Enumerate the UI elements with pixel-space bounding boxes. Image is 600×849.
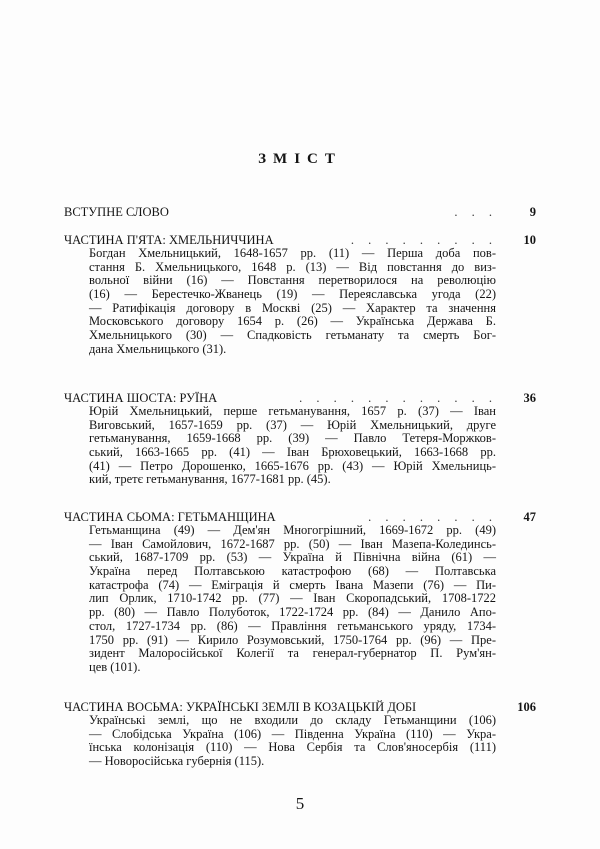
toc-entry — [64, 700, 536, 769]
section-contents — [89, 247, 496, 357]
contents-line: рр. (80) — Павло Полуботок, 1722-1724 рр. (84) — Данило Апо- — [89, 605, 496, 620]
section-contents — [89, 405, 496, 487]
contents-line: Московського договору 1654 р. (26) — Українська Держава Б. — [89, 314, 496, 329]
toc-entry — [64, 510, 536, 675]
contents-line: катастрофа (74) — Еміграція й смерть Івана Мазепи (76) — Пи- — [89, 577, 496, 592]
section-contents — [89, 714, 496, 769]
contents-line: ський, 1663-1665 рр. (41) — Іван Брюховецький, 1663-1668 рр. — [89, 445, 496, 460]
section-title: ЧАСТИНА ШОСТА: РУЇНА — [64, 391, 218, 405]
contents-line: — Ратифікація договору в Москві (25) — Характер та значення — [89, 300, 496, 315]
contents-line: Українські землі, що не входили до складу Гетьманщини (106) — [89, 713, 496, 727]
leader-dots: . . . . . . . . . — [350, 233, 492, 247]
toc-entry — [64, 205, 536, 219]
contents-line: їнська колонізація (110) — Нова Сербія та Слов'яносербія (111) — [89, 740, 496, 755]
contents-line: цев (101). — [89, 659, 141, 674]
contents-line: дана Хмельницького (31). — [89, 341, 227, 356]
section-title: ВСТУПНЕ СЛОВО — [64, 205, 169, 219]
contents-line: Гетьманщина (49) — Дем'ян Многогрішний, 1669-1672 рр. (49) — [89, 523, 496, 537]
contents-line: — Новоросійська губернія (115). — [89, 754, 265, 769]
leader-dots: . . . . . . . . . . . . — [299, 391, 492, 405]
contents-line: 1750 рр. (91) — Кирило Розумовський, 1750-1764 рр. (96) — Пре- — [89, 632, 496, 647]
section-page-number: 47 — [523, 510, 536, 524]
section-page-number: 10 — [523, 233, 536, 247]
contents-line: лип Орлик, 1710-1742 рр. (77) — Іван Скоропадський, 1708-1722 — [89, 591, 496, 606]
contents-line: Юрій Хмельницький, перше гетьманування, 1657 р. (37) — Іван — [89, 404, 496, 418]
leader-dots: . . . . . . . . — [368, 510, 492, 524]
contents-line: Виговський, 1657-1659 рр. (37) — Юрій Хмельницький, друге — [89, 417, 496, 432]
section-page-number: 106 — [517, 700, 536, 714]
toc-entry-heading-row — [64, 205, 536, 219]
contents-line: (16) — Берестечко-Жванець (19) — Переяславська угода (22) — [89, 287, 496, 302]
toc-entry — [64, 233, 536, 357]
contents-line: гетьманування, 1659-1668 рр. (39) — Павло Тетеря-Моржков- — [89, 431, 496, 446]
contents-line: стол, 1727-1734 рр. (86) — Правління гетьманського уряду, 1734- — [89, 618, 496, 633]
section-title: ЧАСТИНА СЬОМА: ГЕТЬМАНЩИНА — [64, 510, 276, 524]
section-page-number: 9 — [529, 205, 536, 219]
leader-dots: . . . — [454, 205, 492, 219]
contents-line: Україна перед Полтавською катастрофою (68) — Полтавська — [89, 564, 496, 579]
contents-line: ський, 1687-1709 рр. (53) — Україна й Північна війна (61) — — [89, 550, 496, 565]
contents-line: зидент Малоросійської Колегії та генерал-губернатор П. Рум'ян- — [89, 646, 496, 661]
toc-entry-heading-row — [64, 391, 536, 405]
contents-line: (41) — Петро Дорошенко, 1665-1676 рр. (43) — Юрій Хмельниць- — [89, 458, 496, 473]
contents-line: стання Б. Хмельницького, 1648 р. (13) — Від повстання до виз- — [89, 259, 496, 274]
toc-entry-heading-row — [64, 510, 536, 524]
contents-line: вольної війни (16) — Повстання перетворилося на революцію — [89, 273, 496, 288]
section-contents — [89, 524, 496, 675]
toc-entry — [64, 391, 536, 487]
contents-line: кий, третє гетьманування, 1677-1681 рр. (45). — [89, 472, 331, 487]
contents-line: — Слобідська Україна (106) — Південна Україна (110) — Укра- — [89, 726, 496, 741]
contents-line: Богдан Хмельницький, 1648-1657 рр. (11) — Перша доба пов- — [89, 246, 496, 260]
toc-entry-heading-row — [64, 233, 536, 247]
contents-line: Хмельницького (30) — Спадковість гетьманату та смерть Бог- — [89, 328, 496, 343]
contents-line: — Іван Самойлович, 1672-1687 рр. (50) — Іван Мазепа-Колединсь- — [89, 536, 496, 551]
page-number: 5 — [295, 794, 305, 813]
section-page-number: 36 — [523, 391, 536, 405]
section-title: ЧАСТИНА ВОСЬМА: УКРАЇНСЬКІ ЗЕМЛІ В КОЗАЦЬКІЙ ДОБІ — [64, 700, 417, 714]
toc-entry-heading-row — [64, 700, 536, 714]
section-title: ЧАСТИНА П'ЯТА: ХМЕЛЬНИЧЧИНА — [64, 233, 274, 247]
page-title: ЗМІСТ — [258, 151, 342, 167]
